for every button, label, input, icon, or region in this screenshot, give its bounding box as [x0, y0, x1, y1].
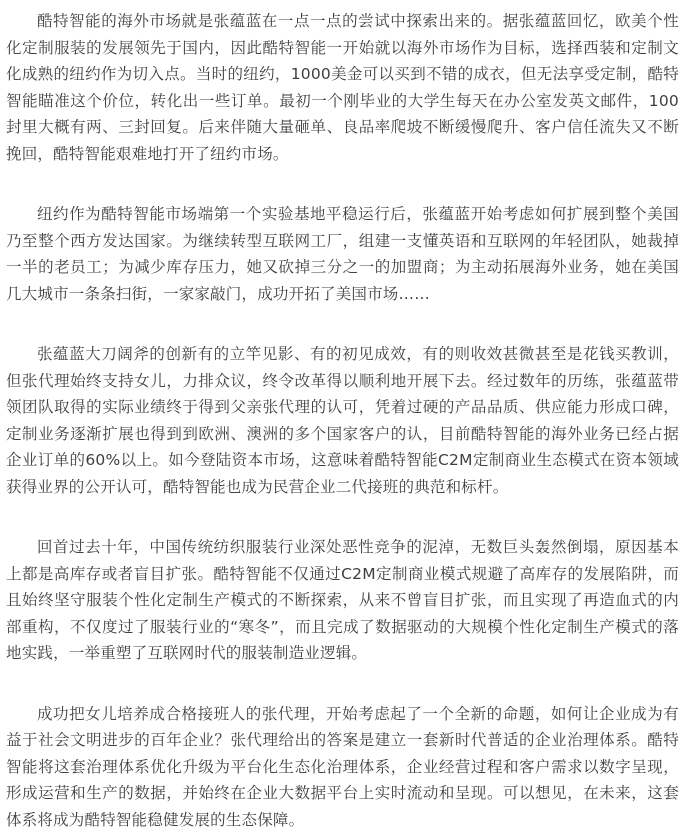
paragraph-3: 张蕴蓝大刀阔斧的创新有的立竿见影、有的初见成效，有的则收效甚微甚至是花钱买教训，但张代理始终支持女儿，力排众议，终令改革得以顺利地开展下去。经过数年的历练，张蕴蓝带领团队取得的实际业绩终于得到父亲张代理的认可，凭着过硬的产品品质、供应能力形成口碑，定制业务逐渐扩展也得到到欧洲、澳洲的多个国家客户的认，目前酷特智能的海外业务已经占据企业订单的60%以上。如今登陆资本市场，这意味着酷特智能C2M定制商业生态模式在资本领域获得业界的公开认可，酷特智能也成为民营企业二代接班的典范和标杆。 — [6, 341, 679, 500]
paragraph-4: 回首过去十年，中国传统纺织服装行业深处恶性竞争的泥淖，无数巨头轰然倒塌，原因基本上都是高库存或者盲目扩张。酷特智能不仅通过C2M定制商业模式规避了高库存的发展陷阱，而且始终坚守服装个性化定制生产模式的不断探索，从来不曾盲目扩张，而且实现了再造血式的内部重构，不仅度过了服装行业的“寒冬”，而且完成了数据驱动的大规模个性化定制生产模式的落地实践，一举重塑了互联网时代的服装制造业逻辑。 — [6, 534, 679, 667]
paragraph-2: 纽约作为酷特智能市场端第一个实验基地平稳运行后，张蕴蓝开始考虑如何扩展到整个美国乃至整个西方发达国家。为继续转型互联网工厂，组建一支懂英语和互联网的年轻团队，她裁掉一半的老员工；为减少库存压力，她又砍掉三分之一的加盟商；为主动拓展海外业务，她在美国几大城市一条条扫街，一家家敲门，成功开拓了美国市场…… — [6, 201, 679, 307]
paragraph-1: 酷特智能的海外市场就是张蕴蓝在一点一点的尝试中探索出来的。据张蕴蓝回忆，欧美个性化定制服装的发展领先于国内，因此酷特智能一开始就以海外市场作为目标，选择西装和定制文化成熟的纽约作为切入点。当时的纽约，1000美金可以买到不错的成衣，但无法享受定制，酷特智能瞄准这个价位，转化出一些订单。最初一个刚毕业的大学生每天在办公室发英文邮件，100封里大概有两、三封回复。后来伴随大量砸单、良品率爬坡不断缓慢爬升、客户信任流失又不断挽回，酷特智能艰难地打开了纽约市场。 — [6, 8, 679, 167]
paragraph-5: 成功把女儿培养成合格接班人的张代理，开始考虑起了一个全新的命题，如何让企业成为有益于社会文明进步的百年企业？张代理给出的答案是建立一套新时代普适的企业治理体系。酷特智能将这套治理体系优化升级为平台化生态化治理体系，企业经营过程和客户需求以数字呈现，形成运营和生产的数据，并始终在企业大数据平台上实时流动和呈现。可以想见，在未来，这套体系将成为酷特智能稳健发展的生态保障。 — [6, 701, 679, 833]
